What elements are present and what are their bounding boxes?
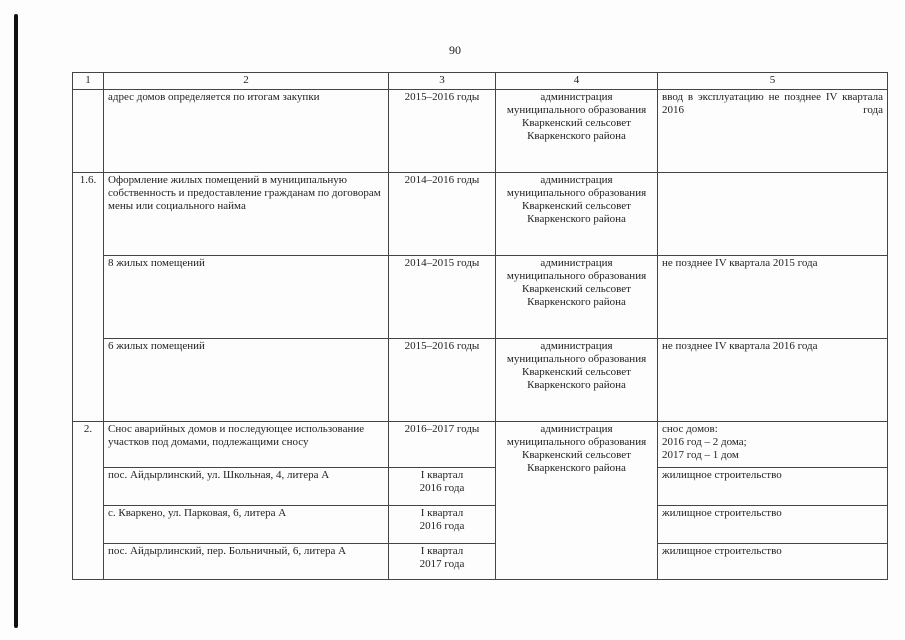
item-period: 2016–2017 годы	[389, 422, 496, 468]
column-number-row	[73, 73, 888, 90]
item-number-cell	[73, 256, 104, 339]
table-row	[73, 468, 888, 506]
item-description: 6 жилых помещений	[104, 339, 389, 422]
item-period	[389, 468, 496, 506]
item-responsible: администрация муниципального образования Кваркенский сельсовет Кваркенского района	[496, 339, 658, 422]
period-line: 2016 года	[419, 520, 465, 532]
period-line: 2017 года	[419, 558, 465, 570]
result-line: 2017 год – 1 дом	[662, 449, 739, 461]
item-period	[389, 506, 496, 544]
item-number-cell	[73, 90, 104, 173]
column-number-1: 1	[73, 73, 104, 90]
item-result: не позднее IV квартала 2016 года	[658, 339, 888, 422]
period-line: I квартал	[420, 507, 464, 519]
item-number-cell	[73, 339, 104, 422]
item-responsible: администрация муниципального образования Кваркенский сельсовет Кваркенского района	[496, 422, 658, 580]
table-row	[73, 339, 888, 422]
period-line: 2016 года	[419, 482, 465, 494]
item-description: Снос аварийных домов и последующее использование участков под домами, подлежащими сносу	[104, 422, 389, 468]
table-row	[73, 256, 888, 339]
item-responsible: администрация муниципального образования Кваркенский сельсовет Кваркенского района	[496, 173, 658, 256]
result-line: 2016 год – 2 дома;	[662, 436, 747, 448]
item-description: пос. Айдырлинский, ул. Школьная, 4, литера А	[104, 468, 389, 506]
item-result: ввод в эксплуатацию не позднее IV квартала 2016 года	[658, 90, 888, 173]
period-line: I квартал	[420, 545, 464, 557]
item-period: 2014–2016 годы	[389, 173, 496, 256]
item-period	[389, 544, 496, 580]
item-description: 8 жилых помещений	[104, 256, 389, 339]
item-number: 1.6.	[73, 173, 104, 256]
item-result: жилищное строительство	[658, 544, 888, 580]
item-result: жилищное строительство	[658, 506, 888, 544]
item-period: 2015–2016 годы	[389, 339, 496, 422]
page-number: 90	[449, 43, 461, 57]
item-result: жилищное строительство	[658, 468, 888, 506]
period-line: I квартал	[420, 469, 464, 481]
item-responsible: администрация муниципального образования Кваркенский сельсовет Кваркенского района	[496, 90, 658, 173]
table-row	[73, 506, 888, 544]
item-result: не позднее IV квартала 2015 года	[658, 256, 888, 339]
item-result	[658, 422, 888, 468]
program-table	[72, 72, 888, 580]
scan-edge-bar	[14, 14, 18, 628]
table-row	[73, 90, 888, 173]
column-number-5: 5	[658, 73, 888, 90]
table-row	[73, 422, 888, 468]
item-description: пос. Айдырлинский, пер. Больничный, 6, литера А	[104, 544, 389, 580]
item-period: 2014–2015 годы	[389, 256, 496, 339]
column-number-2: 2	[104, 73, 389, 90]
table-row	[73, 544, 888, 580]
result-line: снос домов:	[662, 423, 718, 435]
item-description: с. Кваркено, ул. Парковая, 6, литера А	[104, 506, 389, 544]
item-period: 2015–2016 годы	[389, 90, 496, 173]
item-description: адрес домов определяется по итогам закупки	[104, 90, 389, 173]
item-number: 2.	[73, 422, 104, 580]
item-responsible: администрация муниципального образования Кваркенский сельсовет Кваркенского района	[496, 256, 658, 339]
item-description: Оформление жилых помещений в муниципальную собственность и предоставление гражданам по договорам мены или социального найма	[104, 173, 389, 256]
column-number-4: 4	[496, 73, 658, 90]
table-row	[73, 173, 888, 256]
column-number-3: 3	[389, 73, 496, 90]
item-result	[658, 173, 888, 256]
